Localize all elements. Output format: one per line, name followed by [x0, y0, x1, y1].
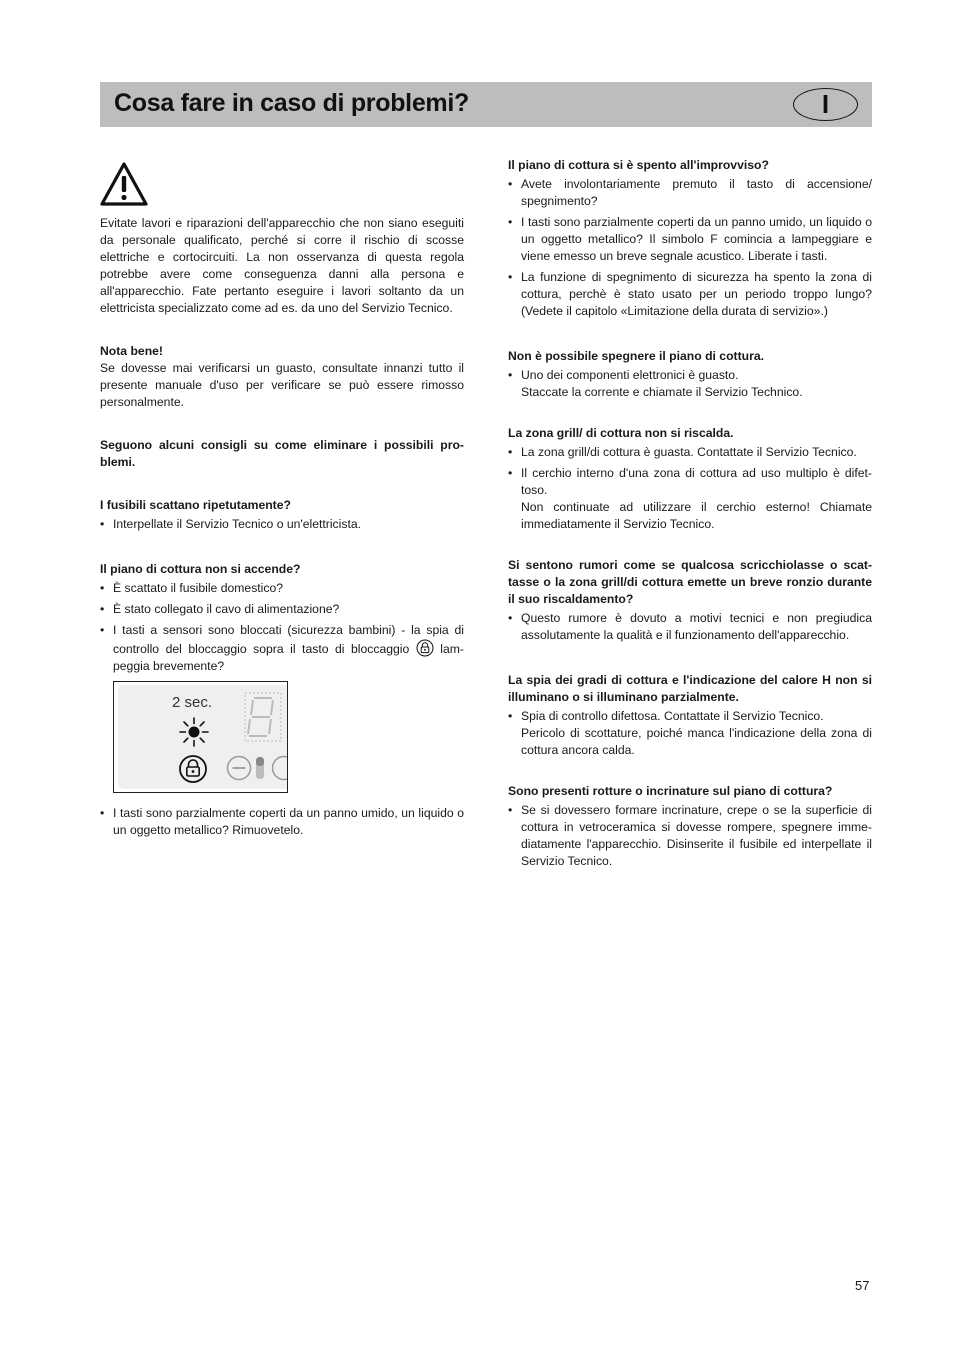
no-power-list [100, 580, 464, 675]
no-heating-list [508, 444, 872, 499]
cannot-turn-off-list [508, 367, 872, 384]
no-power-heading: Il piano di cottura non si accende? [100, 562, 301, 576]
minus-key-icon [224, 754, 288, 784]
list-item: • Il cerchio interno d'una zona di cottura ad uso multiplo è difet-toso. [508, 465, 872, 499]
page-title: Cosa fare in caso di problemi? [114, 89, 469, 117]
language-letter: I [821, 89, 830, 119]
sudden-off-heading: Il piano di cottura si è spento all'improvviso? [508, 158, 769, 172]
warning-triangle-icon [100, 161, 148, 207]
list-item: • La zona grill/di cottura è guasta. Contattate il Servizio Tecnico. [508, 444, 872, 461]
list-item: • Spia di controllo difettosa. Contattate il Servizio Tecnico. [508, 708, 872, 725]
fuses-list [100, 516, 464, 533]
list-item: • È stato collegato il cavo di alimentazione? [100, 601, 464, 618]
no-power-list-continued [100, 805, 464, 839]
list-item: • Avete involontariamente premuto il tasto di accensione/ spegnimento? [508, 176, 872, 210]
left-column [100, 158, 464, 843]
list-item-lock [100, 622, 464, 675]
right-column [508, 157, 872, 874]
list-item: • Uno dei componenti elettronici è guasto. [508, 367, 872, 384]
language-marker [793, 88, 858, 121]
noises-list [508, 610, 872, 644]
list-continuation: Pericolo di scottature, poiché manca l'indicazione della zona di cottura ancora calda. [521, 726, 872, 757]
list-item: • Interpellate il Servizio Tecnico o un'elettricista. [100, 516, 464, 533]
lock-icon [416, 639, 434, 657]
warning-paragraph: Evitate lavori e riparazioni dell'apparecchio che non siano eseguiti da personale qualificato, perché si corre il rischio di scosse elettriche e cortocircuiti. La non osservanza di questa regola potrebbe avere come conseguenza danni alla persona e all'apparecchio. Fate pertanto eseguire i lavori soltanto da un elettricista specializzato come ad es. da uno del Servizio Tecnico. [100, 216, 464, 315]
indicator-list [508, 708, 872, 725]
page-number: 57 [855, 1278, 870, 1293]
section-header [100, 82, 872, 127]
list-item: • I tasti sono parzialmente coperti da un panno umido, un liquido o un oggetto metallico? Rimuovetelo. [100, 805, 464, 839]
lock-text-before: I tasti a sensori sono bloccati (sicurezza bambini) - la spia di controllo del bloccaggio sopra il tasto di bloccaggio [113, 623, 464, 656]
nota-paragraph: Se dovesse mai verificarsi un guasto, consultate innanzi tutto il presente manuale d'uso per verificare se può essere rimosso personalmente. [100, 361, 464, 409]
list-item: • È scattato il fusibile domestico? [100, 580, 464, 597]
indicator-heading: La spia dei gradi di cottura e l'indicazione del calore H non si illuminano o si illuminano parzialmente. [508, 673, 872, 704]
no-heating-heading: La zona grill/ di cottura non si riscalda. [508, 426, 734, 440]
cracks-heading: Sono presenti rotture o incrinature sul piano di cottura? [508, 784, 833, 798]
nota-heading: Nota bene! [100, 344, 163, 358]
list-continuation: Staccate la corrente e chiamate il Servizio Technico. [521, 385, 803, 399]
list-item: • Questo rumore è dovuto a motivi tecnici e non pregiudica assolutamente la qualità e il funzionamento dell'apparecchio. [508, 610, 872, 644]
panel-duration-label: 2 sec. [172, 694, 213, 711]
list-item: • I tasti sono parzialmente coperti da un panno umido, un liquido o un oggetto metallico? Il simbolo F comincia a lampeggiare e viene emesso un breve segnale acustico. Liberate i tasti. [508, 214, 872, 265]
noises-heading: Si sentono rumori come se qualcosa scricchiolasse o scat-tasse o la zona grill/di cottura emette un breve ronzio durante il suo riscaldamento? [508, 558, 872, 606]
sudden-off-list [508, 176, 872, 320]
lock-text-after: lam-peggia brevemente? [113, 642, 464, 673]
sun-blink-icon [178, 716, 210, 748]
list-continuation: Non continuate ad utilizzare il cerchio esterno! Chiamate immediatamente il Servizio Tecnico. [521, 500, 872, 531]
seven-segment-digit-icon [244, 692, 282, 742]
cannot-turn-off-heading: Non è possibile spegnere il piano di cottura. [508, 349, 764, 363]
lock-panel-illustration [113, 681, 288, 793]
list-item: • La funzione di spegnimento di sicurezza ha spento la zona di cottura, perchè è stato usato per un periodo troppo lungo? (Vedete il capitolo «Limitazione della durata di servizio».) [508, 269, 872, 320]
cracks-list [508, 802, 872, 870]
list-item: • Se si dovessero formare incrinature, crepe o se la superficie di cottura in vetroceramica si dovesse rompere, spegnere imme-diatamente l'apparecchio. Disinserite il fusibile ed interpellate il Servizio Tecnico. [508, 802, 872, 870]
intro-bold: Seguono alcuni consigli su come eliminare i possibili pro-blemi. [100, 438, 464, 469]
fuses-heading: I fusibili scattano ripetutamente? [100, 498, 291, 512]
lock-key-icon [178, 754, 208, 784]
